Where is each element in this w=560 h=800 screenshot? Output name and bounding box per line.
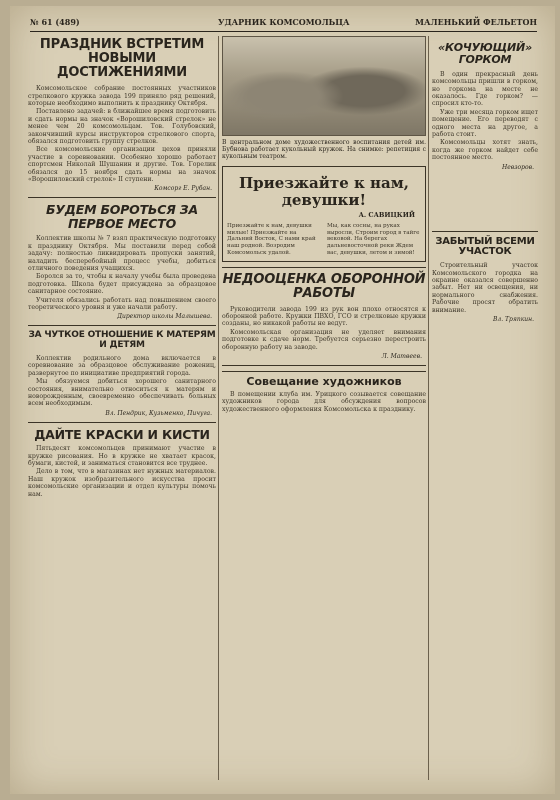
divider: [28, 325, 216, 326]
divider: [222, 365, 426, 366]
article-body-paints: [28, 445, 216, 498]
poem-columns: [227, 223, 421, 257]
article-body-fight: [28, 235, 216, 311]
meeting-title: Совещание художников: [246, 375, 402, 389]
poem-author: А. САВИЦКИЙ: [358, 211, 415, 219]
column-rule-1: [218, 36, 219, 780]
divider: [432, 231, 538, 232]
masthead: [30, 14, 537, 32]
signature: Вл. Пендрик, Кузьменко, Пичуга.: [105, 409, 212, 417]
paragraph: Все комсомольские организации цехов приняли участие в соревновании. Особенно хорошо работает спортсмен Николай Шушанин и другие. Тов. Горелик обязался до 15 ноября сдать нормы на значок «Ворошиловский стрелок» II ступени.: [28, 146, 216, 183]
article-body-mothers: [28, 355, 216, 408]
article-body-holiday: [28, 85, 216, 183]
issue-number: № 61 (489): [30, 17, 80, 27]
divider: [222, 267, 426, 268]
article-body-defense: [222, 306, 426, 351]
article-title-fight: БУДЕМ БОРОТЬСЯ ЗА ПЕРВОЕ МЕСТО: [46, 202, 198, 231]
column-right: [432, 36, 538, 780]
divider: [28, 422, 216, 423]
article-title-forgotten: ЗАБЫТЫЙ ВСЕМИ УЧАСТОК: [435, 235, 535, 258]
paragraph: Поставлено задачей: в ближайшее время подготовить и сдать нормы на значок «Ворошиловский стрелок» не менее чем 20 комсомольцам. Тов. Голубовский, закончивший курсы инструкторов стрелкового спорта, обязался подготовить группу стрелков.: [28, 108, 216, 145]
poem-title: Приезжайте к нам, девушки!: [239, 174, 409, 209]
newspaper-page: [10, 6, 555, 794]
feuilleton-body: [432, 71, 538, 162]
photo-caption: В центральном доме художественного воспитания детей им. Бубнова работает кукольный кружок. На снимке: репетиция с кукольным театром.: [222, 139, 426, 160]
meeting-body: В помещении клуба им. Урицкого созывается совещание художников города для обсуждения вопросов художественного оформления Комсомольска к празднику.: [222, 391, 426, 413]
article-title-holiday: ПРАЗДНИК ВСТРЕТИМ НОВЫМИ ДОСТИЖЕНИЯМИ: [39, 37, 205, 81]
poem-stanza-right: Мы, как сосны, на руках выросли, Строим город в тайге вековой. На берегах дальневосточной реки Ждем вас, девушки, летом и зимой!: [327, 223, 420, 256]
paragraph: Комсомольская организация не уделяет внимания подготовке к сдаче норм. Требуется серьезно перестроить оборонную работу на заводе.: [222, 328, 426, 351]
column-rule-2: [428, 36, 429, 780]
paper-title: УДАРНИК КОМСОМОЛЬЦА: [218, 17, 350, 27]
paragraph: В один прекрасный день комсомольцы пришли в горком, но горкома на месте не оказалось. Где горком? — спросил кто-то.: [432, 70, 538, 108]
signature: Комсорг Е. Рубан.: [154, 185, 212, 193]
signature: Вл. Тряпкин.: [492, 316, 534, 324]
paragraph: Учителя обязались работать над повышением своего теоретического уровня и уже начали работу.: [28, 296, 216, 312]
paragraph: Мы обязуемся добиться хорошего санитарного состояния, внимательно относиться к матерям и новорожденным, своевременно обеспечивать больных всем необходимым.: [28, 378, 216, 408]
article-title-defense: НЕДООЦЕНКА ОБОРОННОЙ РАБОТЫ: [222, 271, 426, 301]
paragraph: Уже три месяца горком ищет помещение. Его переводят с одного места на другое, а работа стоит.: [432, 108, 538, 138]
column-left: [28, 36, 216, 780]
paragraph: Пятьдесят комсомольцев принимают участие в кружке рисования. Но в кружке не хватает красок, бумаги, кистей, и заниматься становится все труднее.: [28, 445, 216, 468]
meeting-box: [222, 371, 426, 413]
paragraph: Строительный участок Комсомольского городка на окраине оказался совершенно забыт. Нет ни освещения, ни нормального снабжения. Рабочие просят обратить внимание.: [432, 262, 538, 314]
signature: Л. Матвеев.: [381, 353, 422, 361]
divider: [28, 197, 216, 198]
poem-stanza-left: Приезжайте к нам, девушки милые! Приезжайте на Дальний Восток, С нами край наш родной. Возродим Комсомольск удалой.: [227, 223, 316, 256]
signature: Невзоров.: [501, 163, 534, 171]
rubric: МАЛЕНЬКИЙ ФЕЛЬЕТОН: [415, 17, 537, 27]
article-body-forgotten: [432, 262, 538, 314]
paragraph: Комсомольцы хотят знать, когда же горком найдет себе постоянное место.: [432, 139, 538, 162]
paragraph: Руководители завода 199 из рук вон плохо относятся к оборонной работе. Кружки ПВХО, ГСО и стрелковые кружки созданы, но никакой работы не ведут.: [222, 305, 426, 328]
article-title-mothers: ЗА ЧУТКОЕ ОТНОШЕНИЕ К МАТЕРЯМ И ДЕТЯМ: [28, 330, 216, 351]
paragraph: Коллектив школы № 7 взял практическую подготовку к празднику Октября. Мы поставили перед собой задачу: полностью ликвидировать пропуски занятий, наладить бесперебойный процесс учебы, добиться отличного поведения учащихся.: [28, 235, 216, 272]
paragraph: Коллектив родильного дома включается в соревнование за образцовое обслуживание рожениц, развернутое по инициативе предприятий города.: [28, 354, 216, 377]
feuilleton-title: «КОЧУЮЩИЙ» ГОРКОМ: [438, 41, 532, 66]
paragraph: Комсомольское собрание постоянных участников стрелкового кружка завода 199 приняло ряд решений, которые необходимо выполнить к празднику Октября.: [28, 85, 216, 107]
paragraph: Дело в том, что в магазинах нет нужных материалов. Наш кружок изобразительного искусства просит комсомольские организации и отдел культуры помочь нам.: [28, 468, 216, 498]
signature: Директор школы Малышева.: [117, 313, 212, 321]
column-center: [222, 36, 426, 780]
poem-box: [222, 166, 426, 262]
paragraph: Боролся за то, чтобы к началу учебы была проведена подготовка. Школа будет присуждена за образцовое санитарное состояние.: [28, 273, 216, 296]
article-title-paints: ДАЙТЕ КРАСКИ И КИСТИ: [34, 426, 210, 442]
photo-puppet-theatre: [222, 36, 426, 136]
